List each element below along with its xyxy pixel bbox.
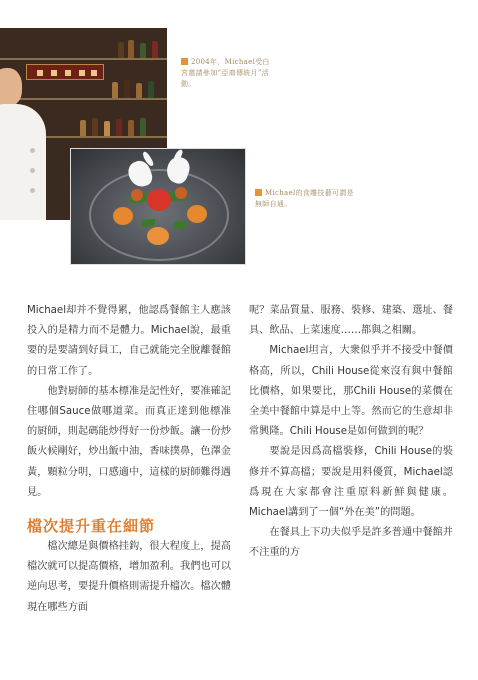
paragraph: 檔次總是與價格挂鈎，很大程度上，提高檔次就可以提高價格，增加盈利。我們也可以逆向思考，要提升價格則需提升檔次。檔次體現在哪些方面 (27, 541, 231, 613)
red-flower-carving (147, 189, 171, 211)
paragraph: 他對厨師的基本標准是記性好，要准確記住哪個Sauce做哪道菜。而真正達到他標准的厨師，則起碼能炒得好一份炒飯。讓一份炒飯火候剛好，炒出飯中油，香味撲鼻，色澤金黃，顆粒分明，口感適中，這樣的厨師難得遇見。 (27, 385, 231, 498)
restaurant-sign (26, 64, 104, 80)
chef-coat (0, 104, 46, 220)
chef-head (0, 68, 22, 106)
right-text-column (249, 301, 453, 564)
left-text-column (27, 301, 231, 618)
caption-food-carving: Michael的食雕技藝可謂是無師自通。 (255, 189, 354, 208)
paragraph: 在餐具上下功夫似乎是許多普通中餐館并不注重的方 (249, 527, 453, 559)
plate (89, 169, 229, 261)
paragraph: Michael坦言，大衆似乎并不接受中餐價格高，所以，Chili House從來沒有與中餐館比價格，如果要比，那Chili House的菜價在全美中餐館中算是中上等。然而它的生意却非常興隆。Chili House是如何做到的呢？ (249, 345, 453, 438)
food-carving-photo (70, 148, 246, 265)
paragraph: Michael却并不覺得累，他認爲餐館主人應該投入的是精力而不是體力。Michael說，最重要的是要請到好員工，自己就能完全脫離餐館的日常工作了。 (27, 305, 231, 377)
bullet-square-icon (255, 189, 262, 196)
paragraph: 要說是因爲高檔裝修，Chili House的裝修并不算高檔；要說是用料優質，Michael認爲現在大家都會注重原料新鮮與健康。Michael講到了一個“外在美”的問題。 (249, 446, 453, 519)
caption-white-house: 2004年，Michael受白宮邀請參加“亞裔傳統月”活動。 (181, 58, 270, 88)
section-heading: 檔次提升重在細節 (27, 517, 156, 536)
sign-lettering (27, 65, 105, 81)
paragraph: 呢？菜品質量、服務、裝修、建築、選址、餐具、飲品、上菜速度……都與之相關。 (249, 305, 453, 337)
bullet-square-icon (181, 58, 188, 65)
